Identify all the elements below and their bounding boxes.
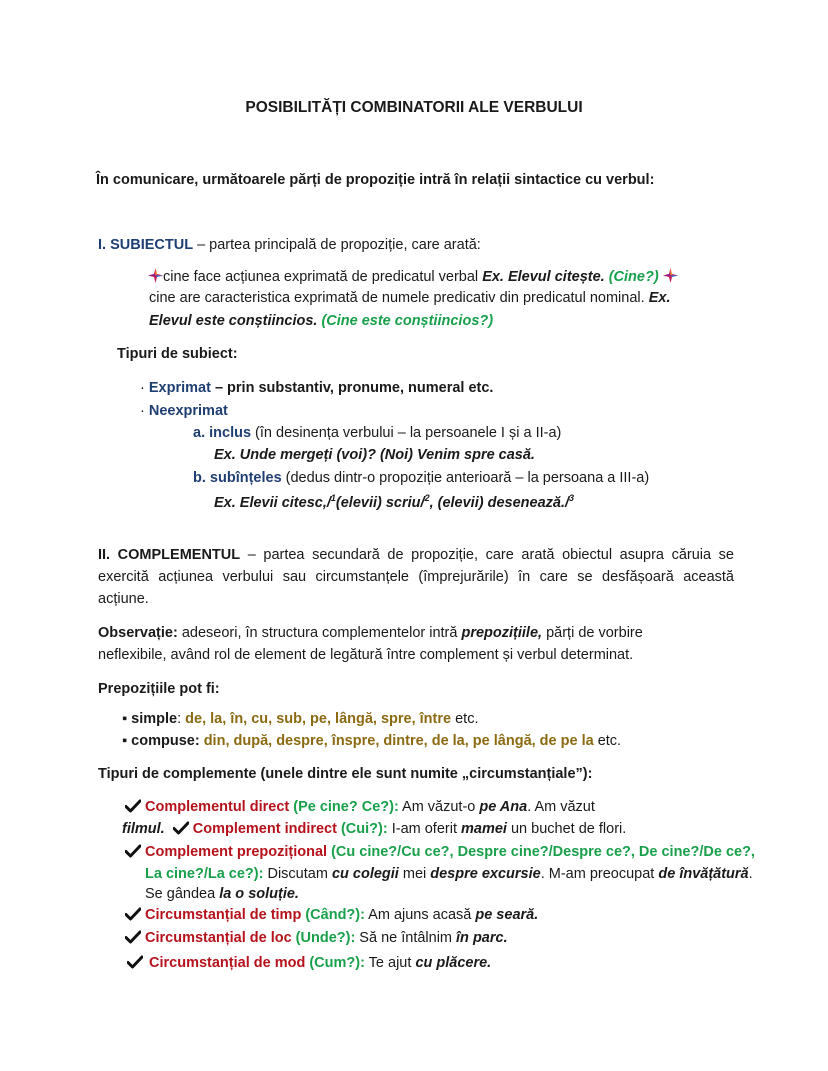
superscript-2: 2 xyxy=(424,493,430,503)
subiect-example-2-start: Ex. xyxy=(648,290,671,306)
observatie-text-2: părți de vorbire xyxy=(542,625,643,641)
prep-ex-1: Discutam xyxy=(263,866,332,882)
prepozitii-compuse xyxy=(122,733,621,749)
observatie-label: Observație: xyxy=(98,625,178,641)
subiect-line-1 xyxy=(148,268,678,285)
subinteles-example-part-1: Ex. Elevii citesc,/ xyxy=(214,494,331,511)
superscript-3: 3 xyxy=(569,493,575,503)
loc-ex-bold: în parc. xyxy=(456,930,508,946)
subiect-heading-desc: – partea principală de propoziție, care arată: xyxy=(193,237,481,253)
mod-ex-bold: cu plăcere. xyxy=(415,955,492,971)
circumstantial-mod-question: (Cum?): xyxy=(305,955,365,971)
circumstantial-mod-label: Circumstanțial de mod xyxy=(149,955,306,971)
checkmark-icon xyxy=(125,844,141,858)
checkmark-icon xyxy=(173,821,189,835)
complement-paragraph xyxy=(98,544,734,610)
observatie-line-1 xyxy=(98,625,643,641)
compuse-etc: etc. xyxy=(593,733,622,749)
observatie-bold: prepozițiile, xyxy=(461,625,543,641)
prep-ex-2: mei xyxy=(398,866,431,882)
subiect-heading: I. SUBIECTUL xyxy=(98,237,194,253)
prep-ex-bold-1: cu colegii xyxy=(331,866,399,882)
subiect-heading-line xyxy=(98,237,481,253)
subinteles-example xyxy=(214,493,574,511)
observatie-text-1: adeseori, în structura complementelor intră xyxy=(177,625,462,641)
simple-colon: : xyxy=(177,711,186,727)
simple-list: de, la, în, cu, sub, pe, lângă, spre, între xyxy=(185,711,452,727)
subiect-inclus xyxy=(193,425,561,441)
subiect-line-3 xyxy=(149,313,493,329)
compuse-list: din, după, despre, înspre, dintre, de la, pe lângă, de pe la xyxy=(199,733,594,749)
circumstantial-mod-line xyxy=(127,955,491,971)
complement-direct-label: Complementul direct xyxy=(145,799,290,815)
complement-direct-ex-3: filmul. xyxy=(122,821,165,837)
exprimat-desc: – prin substantiv, pronume, numeral etc. xyxy=(210,380,494,396)
complement-direct-ex-2: . Am văzut xyxy=(527,799,595,815)
subiect-question-2: (Cine este conștiincios?) xyxy=(317,313,494,329)
prep-ex-3: . M-am preocupat xyxy=(540,866,659,882)
subiect-line-2 xyxy=(149,290,670,306)
complement-prepozitional-line-1 xyxy=(125,844,755,860)
subiect-exprimat xyxy=(140,380,493,396)
subiect-example-1: Ex. Elevul citește. xyxy=(482,269,605,285)
prep-ex-bold-5: la o soluție. xyxy=(219,886,299,902)
bullet: ▪ xyxy=(122,711,132,727)
circumstantial-timp-label: Circumstanțial de timp xyxy=(145,907,302,923)
bullet: ▪ xyxy=(122,733,132,749)
circumstantial-timp-question: (Când?): xyxy=(301,907,365,923)
exprimat-label: Exprimat xyxy=(148,380,211,396)
page-title: POSIBILITĂȚI COMBINATORII ALE VERBULUI xyxy=(245,99,583,116)
subiect-question-1: (Cine?) xyxy=(604,269,659,285)
checkmark-icon xyxy=(125,907,141,921)
inclus-label: a. inclus xyxy=(193,425,252,441)
subiect-line-2-text: cine are caracteristica exprimată de numele predicativ din predicatul nominal. xyxy=(149,290,649,306)
prep-ex-5: Se gândea xyxy=(145,886,220,902)
complement-indirect-label: Complement indirect xyxy=(192,821,337,837)
complement-indirect-question: (Cui?): xyxy=(336,821,388,837)
inclus-desc: (în desinența verbului – la persoanele I și a II-a) xyxy=(251,425,562,441)
loc-ex-1: Să ne întâlnim xyxy=(355,930,457,946)
tipuri-subiect-heading: Tipuri de subiect: xyxy=(117,346,238,362)
four-point-star-icon xyxy=(148,268,163,283)
complement-indirect-ex-2: un buchet de flori. xyxy=(506,821,627,837)
subiect-example-2: Elevul este conștiincios. xyxy=(149,313,318,329)
checkmark-icon xyxy=(125,930,141,944)
bullet: · xyxy=(140,380,149,396)
tipuri-complemente-heading: Tipuri de complemente (unele dintre ele sunt numite „circumstanțiale”): xyxy=(98,766,593,782)
circumstantial-loc-label: Circumstanțial de loc xyxy=(145,930,292,946)
prep-ex-bold-3: de învățătură xyxy=(658,866,749,882)
complement-prepozitional-question-1: (Cu cine?/Cu ce?, Despre cine?/Despre ce?, De cine?/De ce?, xyxy=(327,844,755,860)
prep-ex-bold-2: despre excursie xyxy=(430,866,541,882)
subinteles-example-part-3: , (elevii) desenează./ xyxy=(429,494,570,511)
checkmark-icon xyxy=(125,799,141,813)
complement-direct-line xyxy=(125,799,595,815)
subinteles-example-part-2: (elevii) scriu/ xyxy=(335,494,425,511)
mod-ex-1: Te ajut xyxy=(364,955,416,971)
neexprimat-label: Neexprimat xyxy=(148,403,228,419)
complement-direct-ex-1: Am văzut-o xyxy=(398,799,480,815)
circumstantial-timp-line xyxy=(125,907,538,923)
subiect-line-1-text: cine face acțiunea exprimată de predicatul verbal xyxy=(163,269,483,285)
observatie-line-2: neflexibile, având rol de element de legătură între complement și verbul determinat. xyxy=(98,647,634,663)
prepozitii-simple xyxy=(122,711,478,727)
complement-prepozitional-line-2 xyxy=(145,866,753,882)
simple-label: simple xyxy=(131,711,178,727)
timp-ex-bold: pe seară. xyxy=(475,907,539,923)
complement-prepozitional-question-2: La cine?/La ce?): xyxy=(145,866,264,882)
simple-etc: etc. xyxy=(451,711,479,727)
subinteles-desc: (dedus dintr-o propoziție anterioară – la persoana a III-a) xyxy=(281,470,650,486)
complement-direct-ex-bold: pe Ana xyxy=(479,799,528,815)
timp-ex-1: Am ajuns acasă xyxy=(364,907,476,923)
inclus-example: Ex. Unde mergeți (voi)? (Noi) Venim spre casă. xyxy=(214,447,535,463)
complement-direct-question: (Pe cine? Ce?): xyxy=(289,799,399,815)
complement-heading-desc: – partea secundară de propoziție, care arată obiectul asupra căruia se exercită acțiunea verbului sau circumstanțele (împrejurările) în care se desfășoară această acțiune. xyxy=(98,547,734,607)
superscript-1: 1 xyxy=(330,493,336,503)
complement-prepozitional-label: Complement prepozițional xyxy=(145,844,328,860)
compuse-label: compuse: xyxy=(131,733,200,749)
bullet: · xyxy=(140,403,149,419)
subiect-neexprimat xyxy=(140,403,228,419)
checkmark-icon xyxy=(127,955,143,969)
complement-indirect-ex-bold: mamei xyxy=(461,821,507,837)
intro-text: În comunicare, următoarele părți de propoziție intră în relații sintactice cu verbul: xyxy=(96,172,655,188)
subinteles-label: b. subînțeles xyxy=(193,470,282,486)
complement-heading: II. COMPLEMENTUL xyxy=(98,547,241,563)
complement-prepozitional-line-3 xyxy=(145,886,299,902)
subiect-subinteles xyxy=(193,470,649,486)
four-point-star-icon xyxy=(663,268,678,283)
complement-indirect-ex-1: I-am oferit xyxy=(387,821,462,837)
circumstantial-loc-question: (Unde?): xyxy=(291,930,356,946)
complement-indirect-line xyxy=(122,821,626,837)
circumstantial-loc-line xyxy=(125,930,508,946)
prepozitii-heading: Prepozițiile pot fi: xyxy=(98,681,220,697)
prep-ex-4: . xyxy=(748,866,753,882)
